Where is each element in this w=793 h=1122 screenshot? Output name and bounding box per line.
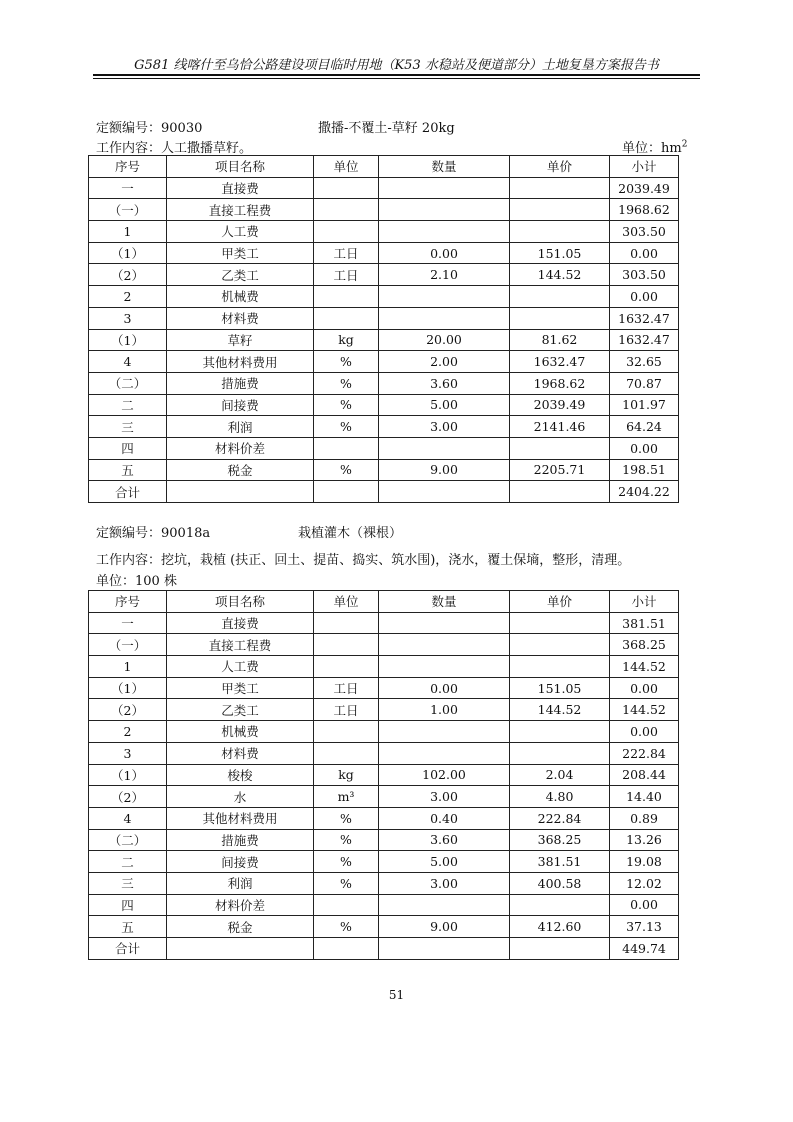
- cell-index: 4: [89, 351, 167, 373]
- cell-unit-price: 2141.46: [510, 416, 610, 438]
- cell-item-name: 间接费: [167, 851, 314, 873]
- cell-unit: [314, 481, 379, 503]
- cell-subtotal: 2039.49: [610, 177, 679, 199]
- page-number: 51: [388, 988, 405, 1002]
- column-header-quantity: 数量: [379, 156, 510, 178]
- cell-unit: [314, 612, 379, 634]
- cell-unit: [314, 286, 379, 308]
- cell-unit-price: [510, 437, 610, 459]
- cell-index: 合计: [89, 938, 167, 960]
- cell-index: 四: [89, 437, 167, 459]
- cell-subtotal: 0.00: [610, 242, 679, 264]
- quota-name-2: 栽植灌木（裸根）: [298, 526, 403, 541]
- cell-item-name: 乙类工: [167, 699, 314, 721]
- table-row: [89, 677, 679, 699]
- cell-quantity: [379, 612, 510, 634]
- column-header-subtotal: 小计: [610, 156, 679, 178]
- cell-index: （1）: [89, 242, 167, 264]
- cell-subtotal: 14.40: [610, 786, 679, 808]
- table-row: [89, 786, 679, 808]
- table-header-row: [89, 156, 679, 178]
- header-rule-thin: [93, 78, 700, 79]
- cell-subtotal: 1632.47: [610, 307, 679, 329]
- cell-unit: %: [314, 807, 379, 829]
- cell-subtotal: 12.02: [610, 872, 679, 894]
- cell-index: 合计: [89, 481, 167, 503]
- cell-unit: kg: [314, 764, 379, 786]
- cell-index: （一）: [89, 199, 167, 221]
- quota-table-2: [88, 590, 679, 960]
- cell-index: 1: [89, 221, 167, 243]
- cell-item-name: 机械费: [167, 286, 314, 308]
- cell-subtotal: 144.52: [610, 699, 679, 721]
- quota-label: 定额编号：: [96, 121, 162, 136]
- cell-subtotal: 13.26: [610, 829, 679, 851]
- cell-quantity: 5.00: [379, 394, 510, 416]
- unit-line-2: 单位：100 株: [96, 574, 177, 589]
- cell-subtotal: 222.84: [610, 742, 679, 764]
- table-row: [89, 459, 679, 481]
- cell-quantity: [379, 656, 510, 678]
- cell-unit-price: 412.60: [510, 916, 610, 938]
- quota-table-1: [88, 155, 679, 503]
- cell-subtotal: 37.13: [610, 916, 679, 938]
- table-row: [89, 742, 679, 764]
- cell-subtotal: 198.51: [610, 459, 679, 481]
- cell-unit-price: [510, 721, 610, 743]
- cell-unit: %: [314, 372, 379, 394]
- cell-unit-price: 151.05: [510, 242, 610, 264]
- cell-unit: %: [314, 872, 379, 894]
- cell-unit-price: [510, 481, 610, 503]
- cell-subtotal: 0.00: [610, 437, 679, 459]
- column-header-unit: 单位: [314, 156, 379, 178]
- cell-subtotal: 70.87: [610, 372, 679, 394]
- quota-label: 定额编号：: [96, 526, 162, 541]
- cell-quantity: [379, 894, 510, 916]
- cell-unit: %: [314, 829, 379, 851]
- table-row: [89, 699, 679, 721]
- table-row: [89, 437, 679, 459]
- cell-item-name: 其他材料费用: [167, 351, 314, 373]
- cell-unit-price: 2.04: [510, 764, 610, 786]
- table-row: [89, 656, 679, 678]
- table-row: [89, 872, 679, 894]
- cell-unit: %: [314, 851, 379, 873]
- cell-quantity: [379, 481, 510, 503]
- work-content-2: 工作内容：挖坑，栽植 (扶正、回土、提苗、捣实、筑水围)，浇水，覆土保墒，整形，清理。: [96, 553, 631, 568]
- column-header-unit-price: 单价: [510, 591, 610, 613]
- quota-number: 90030: [161, 121, 203, 136]
- cell-index: （1）: [89, 677, 167, 699]
- table-header-row: [89, 591, 679, 613]
- cell-item-name: 乙类工: [167, 264, 314, 286]
- cell-subtotal: 381.51: [610, 612, 679, 634]
- cell-item-name: 直接工程费: [167, 199, 314, 221]
- cell-unit-price: [510, 742, 610, 764]
- cell-index: 三: [89, 416, 167, 438]
- table-row: [89, 916, 679, 938]
- cell-index: 五: [89, 916, 167, 938]
- cell-quantity: [379, 634, 510, 656]
- cell-unit-price: 151.05: [510, 677, 610, 699]
- cell-unit-price: 2039.49: [510, 394, 610, 416]
- cell-unit-price: 4.80: [510, 786, 610, 808]
- cell-quantity: [379, 221, 510, 243]
- cell-quantity: 0.40: [379, 807, 510, 829]
- table-row: [89, 721, 679, 743]
- cell-unit: %: [314, 459, 379, 481]
- cell-quantity: [379, 938, 510, 960]
- cell-unit: [314, 634, 379, 656]
- cell-item-name: 利润: [167, 416, 314, 438]
- column-header-item-name: 项目名称: [167, 591, 314, 613]
- unit-superscript: 2: [681, 139, 688, 150]
- table-row: [89, 329, 679, 351]
- column-header-item-name: 项目名称: [167, 156, 314, 178]
- cell-subtotal: 0.00: [610, 677, 679, 699]
- cell-index: 五: [89, 459, 167, 481]
- table-row: [89, 851, 679, 873]
- cell-item-name: 材料费: [167, 742, 314, 764]
- cell-item-name: 材料费: [167, 307, 314, 329]
- cell-item-name: 税金: [167, 459, 314, 481]
- table-row: [89, 242, 679, 264]
- quota-number-line-2: [96, 522, 210, 541]
- cell-quantity: 3.00: [379, 786, 510, 808]
- table-row: [89, 612, 679, 634]
- cell-quantity: [379, 742, 510, 764]
- cell-quantity: [379, 721, 510, 743]
- cell-subtotal: 101.97: [610, 394, 679, 416]
- document-header: G581 线喀什至乌恰公路建设项目临时用地（K53 水稳站及便道部分）土地复垦方案报告书: [134, 58, 659, 73]
- cell-unit: 工日: [314, 699, 379, 721]
- cell-subtotal: 1632.47: [610, 329, 679, 351]
- table-row: [89, 894, 679, 916]
- cell-unit-price: 2205.71: [510, 459, 610, 481]
- cell-subtotal: 303.50: [610, 264, 679, 286]
- cell-quantity: 3.00: [379, 416, 510, 438]
- table-row: [89, 199, 679, 221]
- cell-unit: [314, 938, 379, 960]
- table-row: [89, 938, 679, 960]
- cell-item-name: 水: [167, 786, 314, 808]
- table-row: [89, 481, 679, 503]
- cell-subtotal: 0.00: [610, 286, 679, 308]
- cell-unit: [314, 894, 379, 916]
- cell-index: 二: [89, 394, 167, 416]
- quota-number-line-1: [96, 117, 202, 136]
- table-row: [89, 372, 679, 394]
- cell-unit-price: [510, 938, 610, 960]
- cell-subtotal: 368.25: [610, 634, 679, 656]
- cell-quantity: 9.00: [379, 916, 510, 938]
- cell-subtotal: 144.52: [610, 656, 679, 678]
- cell-subtotal: 1968.62: [610, 199, 679, 221]
- cell-subtotal: 2404.22: [610, 481, 679, 503]
- cell-index: 三: [89, 872, 167, 894]
- cell-item-name: 措施费: [167, 829, 314, 851]
- cell-unit-price: [510, 894, 610, 916]
- cell-unit-price: 400.58: [510, 872, 610, 894]
- cell-item-name: 人工费: [167, 221, 314, 243]
- cell-index: （2）: [89, 699, 167, 721]
- cell-item-name: 机械费: [167, 721, 314, 743]
- cell-quantity: 20.00: [379, 329, 510, 351]
- cell-unit-price: [510, 199, 610, 221]
- table-row: [89, 807, 679, 829]
- unit-line-1: [622, 137, 687, 156]
- header-rule: [93, 74, 700, 76]
- cell-unit: [314, 307, 379, 329]
- cell-subtotal: 19.08: [610, 851, 679, 873]
- cell-index: （1）: [89, 764, 167, 786]
- cell-unit-price: 381.51: [510, 851, 610, 873]
- cell-unit: [314, 437, 379, 459]
- cell-unit: 工日: [314, 242, 379, 264]
- column-header-index: 序号: [89, 591, 167, 613]
- cell-quantity: 2.10: [379, 264, 510, 286]
- cell-subtotal: 208.44: [610, 764, 679, 786]
- cell-unit: %: [314, 416, 379, 438]
- cell-quantity: 3.60: [379, 829, 510, 851]
- cell-index: （2）: [89, 264, 167, 286]
- table-row: [89, 634, 679, 656]
- cell-item-name: 人工费: [167, 656, 314, 678]
- column-header-index: 序号: [89, 156, 167, 178]
- cell-item-name: [167, 481, 314, 503]
- cell-item-name: 直接费: [167, 612, 314, 634]
- cell-quantity: [379, 199, 510, 221]
- cell-unit: 工日: [314, 264, 379, 286]
- cell-quantity: [379, 437, 510, 459]
- cell-subtotal: 0.00: [610, 721, 679, 743]
- cell-index: 3: [89, 307, 167, 329]
- cell-item-name: 梭梭: [167, 764, 314, 786]
- cell-item-name: 税金: [167, 916, 314, 938]
- cell-index: 一: [89, 177, 167, 199]
- cell-item-name: 间接费: [167, 394, 314, 416]
- cell-quantity: 0.00: [379, 242, 510, 264]
- cell-subtotal: 0.89: [610, 807, 679, 829]
- cell-unit: [314, 221, 379, 243]
- cell-quantity: 1.00: [379, 699, 510, 721]
- cell-unit: %: [314, 351, 379, 373]
- cell-index: 二: [89, 851, 167, 873]
- cell-index: 1: [89, 656, 167, 678]
- cell-unit: %: [314, 916, 379, 938]
- cell-unit: [314, 177, 379, 199]
- cell-quantity: 5.00: [379, 851, 510, 873]
- table-row: [89, 286, 679, 308]
- cell-quantity: 2.00: [379, 351, 510, 373]
- cell-unit-price: [510, 307, 610, 329]
- table-row: [89, 221, 679, 243]
- cell-unit-price: [510, 221, 610, 243]
- table-row: [89, 416, 679, 438]
- table-row: [89, 307, 679, 329]
- column-header-unit: 单位: [314, 591, 379, 613]
- cell-unit: 工日: [314, 677, 379, 699]
- cell-index: （二）: [89, 372, 167, 394]
- cell-item-name: 甲类工: [167, 677, 314, 699]
- cell-index: 四: [89, 894, 167, 916]
- cell-item-name: 草籽: [167, 329, 314, 351]
- unit-value: hm: [661, 141, 682, 156]
- cell-quantity: 102.00: [379, 764, 510, 786]
- cell-unit: [314, 721, 379, 743]
- cell-unit: m³: [314, 786, 379, 808]
- cell-unit-price: 1968.62: [510, 372, 610, 394]
- cell-unit-price: [510, 286, 610, 308]
- cell-unit-price: 81.62: [510, 329, 610, 351]
- cell-index: 2: [89, 286, 167, 308]
- cell-unit-price: 368.25: [510, 829, 610, 851]
- cell-index: （一）: [89, 634, 167, 656]
- unit-label: 单位：: [622, 141, 662, 156]
- cell-index: 一: [89, 612, 167, 634]
- cell-item-name: 材料价差: [167, 437, 314, 459]
- table-row: [89, 394, 679, 416]
- cell-index: 3: [89, 742, 167, 764]
- quota-name-1: 撒播-不覆土-草籽 20kg: [318, 121, 455, 136]
- table-row: [89, 829, 679, 851]
- cell-quantity: 3.60: [379, 372, 510, 394]
- cell-subtotal: 0.00: [610, 894, 679, 916]
- column-header-unit-price: 单价: [510, 156, 610, 178]
- cell-quantity: 9.00: [379, 459, 510, 481]
- quota-number: 90018a: [161, 526, 211, 541]
- cell-index: （1）: [89, 329, 167, 351]
- cell-subtotal: 64.24: [610, 416, 679, 438]
- cell-unit-price: [510, 177, 610, 199]
- cell-unit-price: 144.52: [510, 264, 610, 286]
- cell-unit-price: [510, 634, 610, 656]
- cell-unit: [314, 656, 379, 678]
- cell-unit: %: [314, 394, 379, 416]
- column-header-quantity: 数量: [379, 591, 510, 613]
- cell-unit: [314, 199, 379, 221]
- cell-subtotal: 32.65: [610, 351, 679, 373]
- work-content-1: 工作内容：人工撒播草籽。: [96, 141, 253, 156]
- cell-item-name: 直接费: [167, 177, 314, 199]
- cell-unit: [314, 742, 379, 764]
- cell-index: （2）: [89, 786, 167, 808]
- cell-quantity: 3.00: [379, 872, 510, 894]
- cell-subtotal: 303.50: [610, 221, 679, 243]
- cell-item-name: 甲类工: [167, 242, 314, 264]
- cell-unit-price: 1632.47: [510, 351, 610, 373]
- cell-item-name: 其他材料费用: [167, 807, 314, 829]
- cell-item-name: 材料价差: [167, 894, 314, 916]
- cell-item-name: [167, 938, 314, 960]
- cell-quantity: [379, 307, 510, 329]
- cell-subtotal: 449.74: [610, 938, 679, 960]
- cell-item-name: 措施费: [167, 372, 314, 394]
- cell-quantity: [379, 286, 510, 308]
- cell-quantity: 0.00: [379, 677, 510, 699]
- cell-item-name: 直接工程费: [167, 634, 314, 656]
- cell-unit-price: 222.84: [510, 807, 610, 829]
- table-row: [89, 764, 679, 786]
- column-header-subtotal: 小计: [610, 591, 679, 613]
- table-row: [89, 177, 679, 199]
- cell-index: 4: [89, 807, 167, 829]
- cell-unit: kg: [314, 329, 379, 351]
- cell-index: 2: [89, 721, 167, 743]
- table-row: [89, 264, 679, 286]
- cell-index: （二）: [89, 829, 167, 851]
- cell-quantity: [379, 177, 510, 199]
- cell-unit-price: [510, 656, 610, 678]
- cell-item-name: 利润: [167, 872, 314, 894]
- table-row: [89, 351, 679, 373]
- cell-unit-price: [510, 612, 610, 634]
- cell-unit-price: 144.52: [510, 699, 610, 721]
